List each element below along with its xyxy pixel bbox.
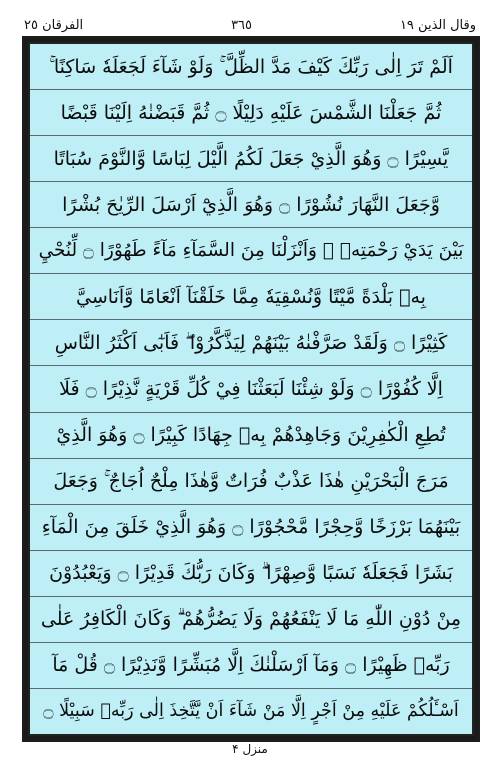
page-header [24, 14, 476, 36]
text-line-8: اِلَّا كُفُوْرًا ۝ وَلَوْ شِئْنَا لَبَعَثْنَا فِيْ كُلِّ قَرْيَةٍ نَّذِيْرًا ۝ فَلَا [30, 366, 472, 412]
text-line-6: بِهٖ بَلْدَةً مَّيْتًا وَّنُسْقِيَهٗ مِمَّا خَلَقْنَآ اَنْعَامًا وَّاَنَاسِيَّ [30, 274, 472, 320]
juz-title: وقال الذين ١٩ [399, 17, 476, 33]
text-line-1: اَلَمْ تَرَ اِلٰى رَبِّكَ كَيْفَ مَدَّ الظِّلَّ ۚ وَلَوْ شَآءَ لَجَعَلَهٗ سَاكِنًا ۚ [30, 44, 472, 90]
manzil-footer: منزل ۴ [232, 742, 268, 756]
text-line-11: بَيْنَهُمَا بَرْزَخًا وَّحِجْرًا مَّحْجُوْرًا ۝ وَهُوَ الَّذِيْ خَلَقَ مِنَ الْمَآءِ [30, 505, 472, 551]
text-line-14: رَبِّهٖ ظَهِيْرًا ۝ وَمَآ اَرْسَلْنٰكَ اِلَّا مُبَشِّرًا وَّنَذِيْرًا ۝ قُلْ مَآ [30, 643, 472, 689]
text-line-10: مَرَجَ الْبَحْرَيْنِ هٰذَا عَذْبٌ فُرَاتٌ وَّهٰذَا مِلْحٌ اُجَاجٌ ۚ وَجَعَلَ [30, 459, 472, 505]
text-line-3: يَّسِيْرًا ۝ وَهُوَ الَّذِيْ جَعَلَ لَكُمُ الَّيْلَ لِبَاسًا وَّالنَّوْمَ سُبَاتًا [30, 136, 472, 182]
page-number: ٣٦٥ [231, 17, 253, 33]
text-lines [30, 44, 472, 734]
text-line-9: تُطِعِ الْكٰفِرِيْنَ وَجَاهِدْهُمْ بِهٖ جِهَادًا كَبِيْرًا ۝ وَهُوَ الَّذِيْ [30, 413, 472, 459]
text-line-4: وَّجَعَلَ النَّهَارَ نُشُوْرًا ۝ وَهُوَ الَّذِيْٓ اَرْسَلَ الرِّيٰحَ بُشْرًا [30, 182, 472, 228]
text-line-15: اَسْـَٔلُكُمْ عَلَيْهِ مِنْ اَجْرٍ اِلَّا مَنْ شَآءَ اَنْ يَّتَّخِذَ اِلٰى رَبِّهٖ سَبِيْلًا ۝ [43, 701, 459, 722]
frame-inner-border [27, 41, 475, 737]
text-frame [22, 36, 480, 742]
surah-title: الفرقان ٢٥ [24, 17, 84, 33]
text-line-13: مِنْ دُوْنِ اللّٰهِ مَا لَا يَنْفَعُهُمْ وَلَا يَضُرُّهُمْ ۗ وَكَانَ الْكَافِرُ عَلٰى [30, 597, 472, 643]
text-line-2: ثُمَّ جَعَلْنَا الشَّمْسَ عَلَيْهِ دَلِيْلًا ۝ ثُمَّ قَبَضْنٰهُ اِلَيْنَا قَبْضًا [30, 90, 472, 136]
text-line-12: بَشَرًا فَجَعَلَهٗ نَسَبًا وَّصِهْرًا ۗ وَكَانَ رَبُّكَ قَدِيْرًا ۝ وَيَعْبُدُوْنَ [30, 551, 472, 597]
text-line-7: كَثِيْرًا ۝ وَلَقَدْ صَرَّفْنٰهُ بَيْنَهُمْ لِيَذَّكَّرُوْا ۖ فَاَبٰٓى اَكْثَرُ النَّاسِ [30, 320, 472, 366]
text-line-5: بَيْنَ يَدَيْ رَحْمَتِهٖ ۚ وَاَنْزَلْنَا مِنَ السَّمَآءِ مَآءً طَهُوْرًا ۝ لِّنُحْيِ [30, 228, 472, 274]
